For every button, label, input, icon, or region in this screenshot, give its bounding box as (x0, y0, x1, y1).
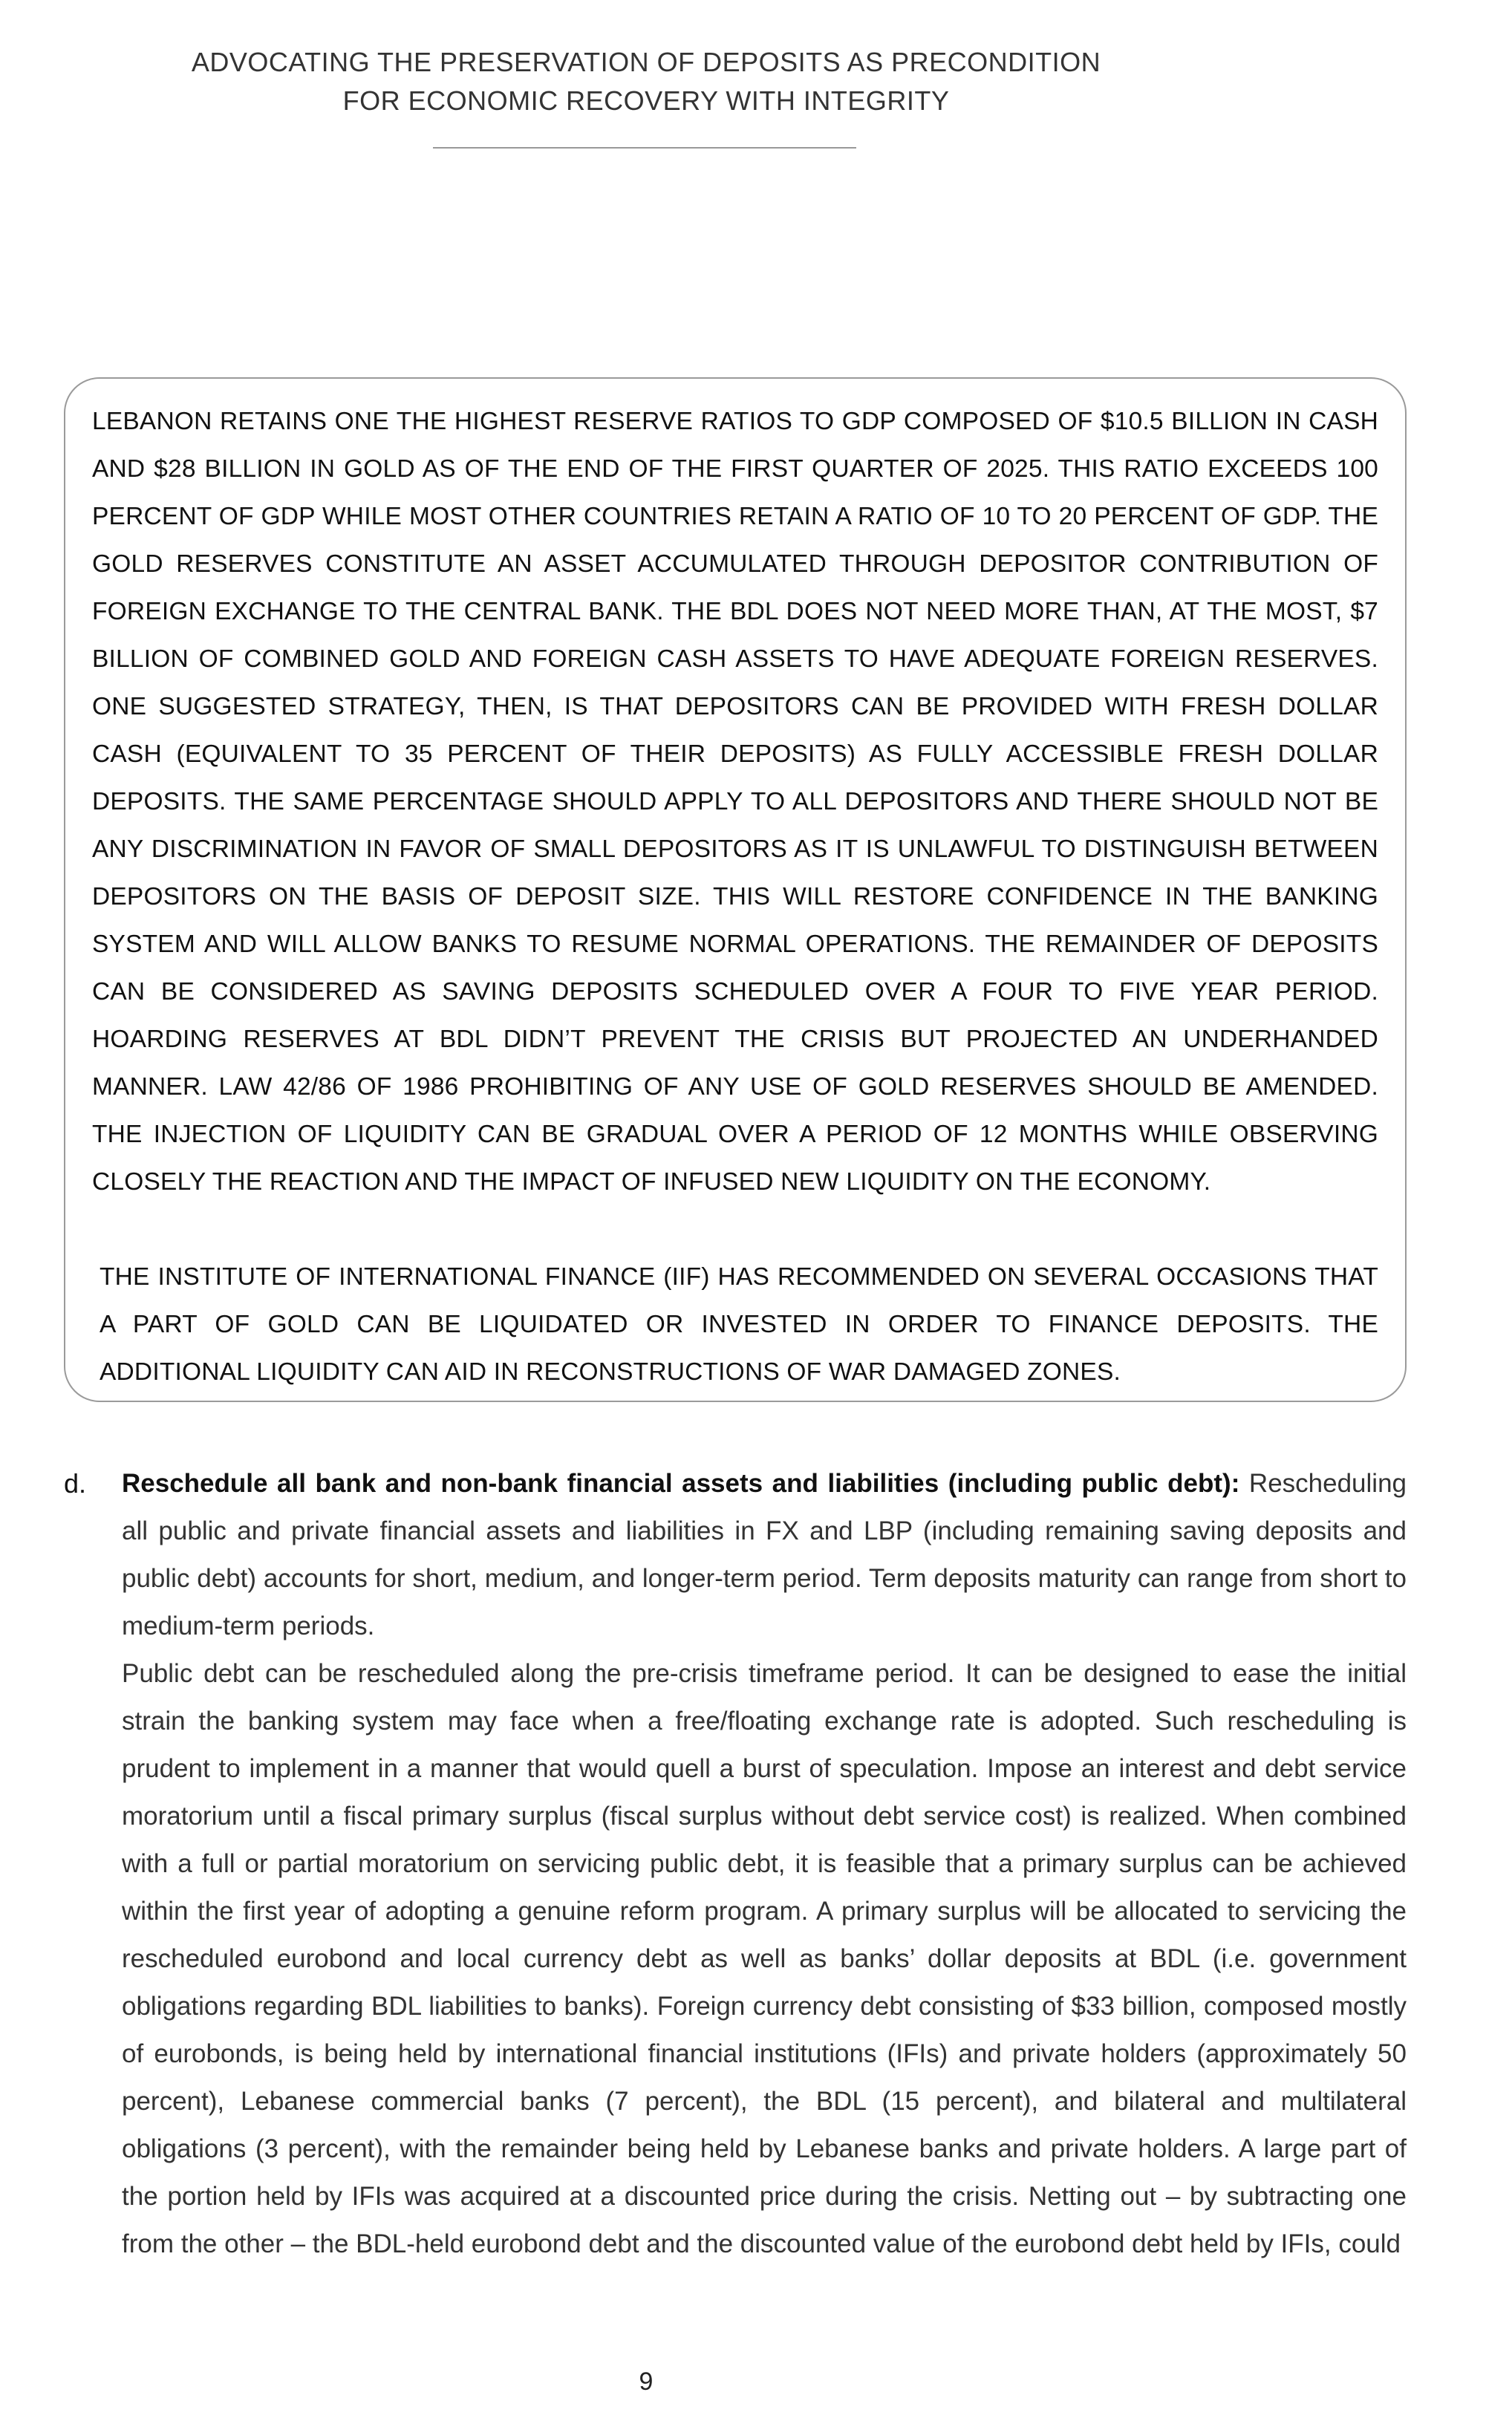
page-number: 9 (639, 2368, 654, 2396)
public-debt-paragraph: Public debt can be rescheduled along the pre-crisis timeframe period. It can be designed to ease the initial strain the banking system may face when a free/floating exchange rate is adopted. Such rescheduling is prudent to implement in a manner that would quell a burst of speculation. Impose an interest and debt service moratorium until a fiscal primary surplus (fiscal surplus without debt service cost) is realized. When combined with a full or partial moratorium on servicing public debt, it is feasible that a primary surplus can be achieved within the first year of adopting a genuine reform program. A primary surplus will be allocated to servicing the rescheduled eurobond and local currency debt as well as banks’ dollar deposits at BDL (i.e. government obligations regarding BDL liabilities to banks). Foreign currency debt consisting of $33 billion, composed mostly of eurobonds, is being held by international financial institutions (IFIs) and private holders (approximately 50 percent), Lebanese commercial banks (7 percent), the BDL (15 percent), and bilateral and multilateral obligations (3 percent), with the remainder being held by Lebanese banks and private holders. A large part of the portion held by IFIs was acquired at a discounted price during the crisis. Netting out – by subtracting one from the other – the BDL-held eurobond debt and the discounted value of the eurobond debt held by IFIs, could (122, 1659, 1407, 2258)
callout-box (64, 377, 1407, 1402)
list-item-body (122, 1460, 1407, 2268)
callout-paragraph-iif: THE INSTITUTE OF INTERNATIONAL FINANCE (IIF) HAS RECOMMENDED ON SEVERAL OCCASIONS THAT A PART OF GOLD CAN BE LIQUIDATED OR INVESTED IN ORDER TO FINANCE DEPOSITS. THE ADDITIONAL LIQUIDITY CAN AID IN RECONSTRUCTIONS OF WAR DAMAGED ZONES. (100, 1263, 1378, 1386)
callout-paragraph-gold-reserves: LEBANON RETAINS ONE THE HIGHEST RESERVE RATIOS TO GDP COMPOSED OF $10.5 BILLION IN CASH AND $28 BILLION IN GOLD AS OF THE END OF THE FIRST QUARTER OF 2025. THIS RATIO EXCEEDS 100 PERCENT OF GDP WHILE MOST OTHER COUNTRIES RETAIN A RATIO OF 10 TO 20 PERCENT OF GDP. THE GOLD RESERVES CONSTITUTE AN ASSET ACCUMULATED THROUGH DEPOSITOR CONTRIBUTION OF FOREIGN EXCHANGE TO THE CENTRAL BANK. THE BDL DOES NOT NEED MORE THAN, AT THE MOST, $7 BILLION OF COMBINED GOLD AND FOREIGN CASH ASSETS TO HAVE ADEQUATE FOREIGN RESERVES. ONE SUGGESTED STRATEGY, THEN, IS THAT DEPOSITORS CAN BE PROVIDED WITH FRESH DOLLAR CASH (EQUIVALENT TO 35 PERCENT OF THEIR DEPOSITS) AS FULLY ACCESSIBLE FRESH DOLLAR DEPOSITS. THE SAME PERCENTAGE SHOULD APPLY TO ALL DEPOSITORS AND THERE SHOULD NOT BE ANY DISCRIMINATION IN FAVOR OF SMALL DEPOSITORS AS IT IS UNLAWFUL TO DISTINGUISH BETWEEN DEPOSITORS ON THE BASIS OF DEPOSIT SIZE. THIS WILL RESTORE CONFIDENCE IN THE BANKING SYSTEM AND WILL ALLOW BANKS TO RESUME NORMAL OPERATIONS. THE REMAINDER OF DEPOSITS CAN BE CONSIDERED AS SAVING DEPOSITS SCHEDULED OVER A FOUR TO FIVE YEAR PERIOD. HOARDING RESERVES AT BDL DIDN’T PREVENT THE CRISIS BUT PROJECTED AN UNDERHANDED MANNER. LAW 42/86 OF 1986 PROHIBITING OF ANY USE OF GOLD RESERVES SHOULD BE AMENDED. THE INJECTION OF LIQUIDITY CAN BE GRADUAL OVER A PERIOD OF 12 MONTHS WHILE OBSERVING CLOSELY THE REACTION AND THE IMPACT OF INFUSED NEW LIQUIDITY ON THE ECONOMY. (92, 408, 1378, 1196)
running-header-line1: ADVOCATING THE PRESERVATION OF DEPOSITS AS PRECONDITION (191, 47, 1101, 77)
running-header (0, 43, 1292, 120)
list-item-marker: d. (64, 1468, 87, 1499)
list-item-heading: Reschedule all bank and non-bank financial assets and liabilities (including public debt): (122, 1469, 1240, 1498)
list-item-first-paragraph (122, 1460, 1407, 1650)
running-header-line2: FOR ECONOMIC RECOVERY WITH INTEGRITY (342, 85, 950, 116)
list-item-intro: Rescheduling all public and private financial assets and liabilities in FX and LBP (including remaining saving deposits and public debt) accounts for short, medium, and longer-term period. Term deposits maturity can range from short to medium-term periods. (122, 1469, 1407, 1640)
list-item-d (64, 1460, 1407, 2268)
header-divider (433, 147, 856, 149)
